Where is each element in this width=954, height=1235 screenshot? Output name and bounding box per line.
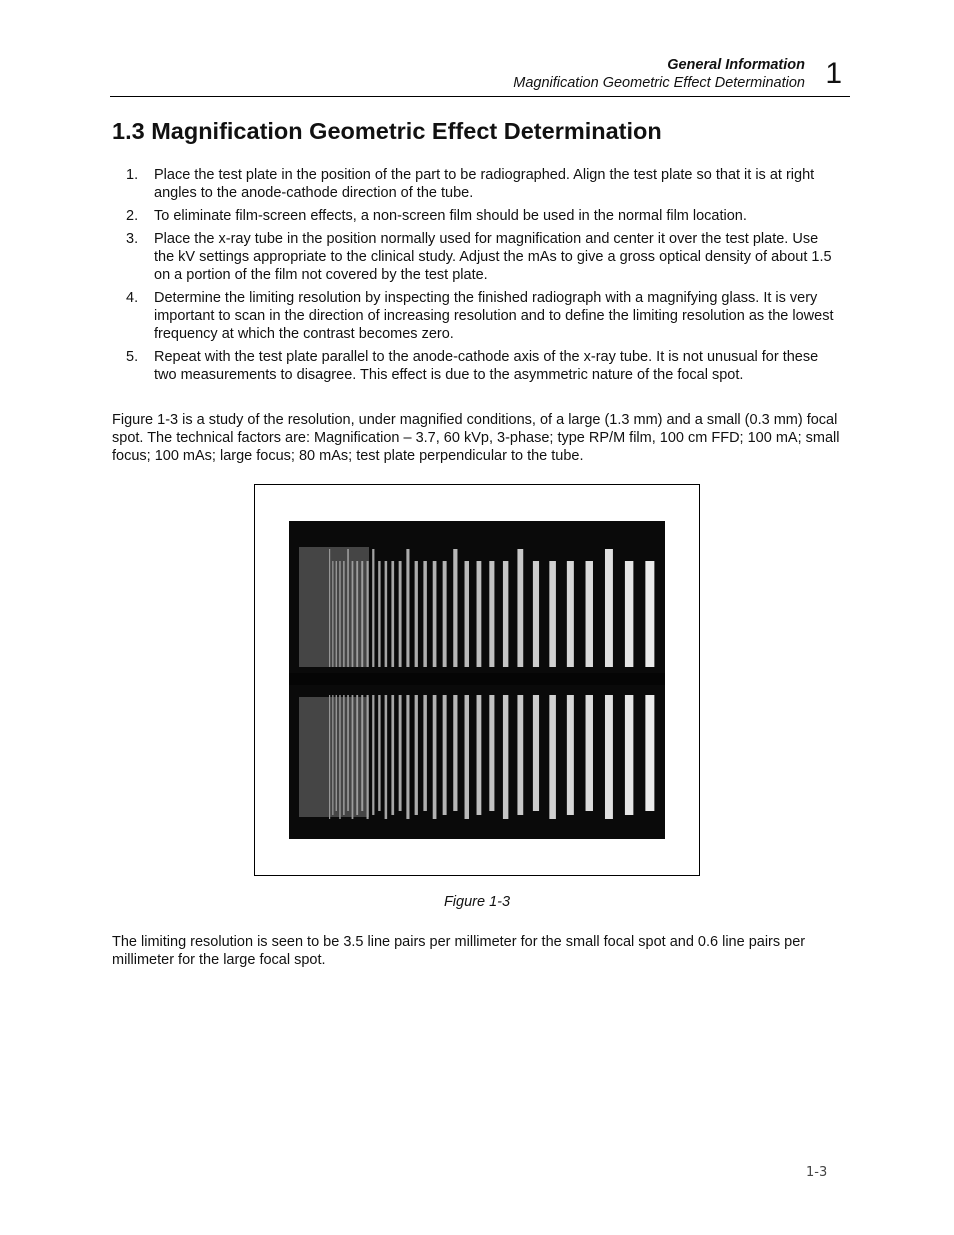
- section-title: 1.3 Magnification Geometric Effect Determination: [112, 118, 662, 144]
- top-row-bar: [367, 561, 369, 667]
- top-row-bar: [443, 561, 447, 667]
- top-row-bar: [533, 561, 539, 667]
- bottom-row-bar: [356, 695, 358, 815]
- bottom-row-bar: [343, 695, 345, 815]
- bottom-row-bar: [391, 695, 394, 815]
- step-item: [112, 289, 842, 344]
- top-row-bar: [625, 561, 633, 667]
- top-row-bar: [645, 561, 654, 667]
- top-row-bar: [433, 561, 437, 667]
- top-row-bar: [503, 561, 508, 667]
- bottom-row-bar: [339, 695, 340, 819]
- bottom-row-blur-zone: [299, 697, 369, 817]
- step-item: [112, 230, 842, 285]
- bottom-row-bar: [352, 695, 354, 819]
- figure-description-paragraph: Figure 1-3 is a study of the resolution, under magnified conditions, of a large (1.3 mm) and a small (0.3 mm) focal spot. The technical factors are: Magnification – 3.7, 60 kVp, 3-phase; type RP/M film, 100 cm FFD; 100 mA; small focus; 100 mAs; large focus; 80 mAs; test plate perpendicular to the tube.: [112, 412, 840, 465]
- top-row-bar: [399, 561, 402, 667]
- bottom-row-bar: [645, 695, 654, 811]
- top-row-bar: [567, 561, 574, 667]
- top-row-bar: [339, 561, 340, 667]
- top-row-bar: [378, 561, 380, 667]
- header-text: [513, 56, 805, 92]
- top-row-bar: [361, 561, 363, 667]
- bottom-row-bar: [423, 695, 427, 811]
- bottom-row-bar: [586, 695, 593, 811]
- top-row-bar: [336, 561, 337, 667]
- step-text: Repeat with the test plate parallel to the anode-cathode axis of the x-ray tube. It is not unusual for these two measurements to disagree. This effect is due to the asymmetric nature of the focal spot.: [154, 348, 819, 384]
- top-row-bar: [586, 561, 593, 667]
- step-text: Place the x-ray tube in the position normally used for magnification and center it over the test plate. Use the kV settings appropriate to the clinical study. Adjust the mAs to give a gross optical density of about 1.5 on a portion of the film not covered by the test plate.: [154, 230, 832, 284]
- bottom-row-bar: [489, 695, 494, 811]
- page-number: 1-3: [806, 1165, 828, 1180]
- top-row-bar: [465, 561, 470, 667]
- step-number: 2.: [126, 207, 139, 224]
- step-text: Determine the limiting resolution by inspecting the finished radiograph with a magnifying glass. It is very important to scan in the direction of increasing resolution and to define the limiting resolution as the lowest frequency at which the contrast becomes zero.: [154, 289, 834, 343]
- top-row-bar: [385, 561, 388, 667]
- step-item: [112, 207, 842, 225]
- procedure-steps: [112, 166, 842, 389]
- top-row-bar: [423, 561, 427, 667]
- running-header: [110, 56, 850, 97]
- bottom-row-bar: [453, 695, 457, 811]
- top-row-bar: [356, 561, 358, 667]
- bottom-row-bar: [336, 695, 337, 811]
- bottom-row-bar: [372, 695, 374, 815]
- bottom-row-bar: [605, 695, 613, 819]
- top-row-blur-zone: [299, 547, 369, 667]
- top-row-bar: [453, 549, 457, 667]
- top-row-bar: [372, 549, 374, 667]
- bottom-row-bar: [361, 695, 363, 811]
- step-number: 3.: [126, 230, 139, 247]
- bottom-row-bar: [329, 695, 330, 819]
- top-row-bar: [517, 549, 523, 667]
- top-row-bar: [489, 561, 494, 667]
- bottom-row-bar: [625, 695, 633, 815]
- top-row-bar: [352, 561, 354, 667]
- bottom-row-bar: [332, 695, 333, 815]
- bottom-row-bar: [477, 695, 482, 815]
- bottom-row-bar: [399, 695, 402, 811]
- bottom-row-bar: [549, 695, 556, 819]
- top-row-bar: [332, 561, 333, 667]
- top-row-bar: [391, 561, 394, 667]
- bottom-row-bar: [433, 695, 437, 819]
- conclusion-paragraph: The limiting resolution is seen to be 3.5 line pairs per millimeter for the small focal spot and 0.6 line pairs per millimeter for the large focal spot.: [112, 934, 806, 969]
- step-text: Place the test plate in the position of the part to be radiographed. Align the test plate so that it is at right angles to the anode-cathode direction of the tube.: [154, 167, 815, 202]
- figure-caption: Figure 1-3: [443, 894, 511, 910]
- top-row-bar: [406, 549, 409, 667]
- bottom-row-bar: [567, 695, 574, 815]
- bottom-row-bar: [406, 695, 409, 819]
- step-text: To eliminate film-screen effects, a non-screen film should be used in the normal film location.: [154, 207, 747, 224]
- bottom-row-bar: [385, 695, 388, 819]
- bottom-row-bar: [533, 695, 539, 811]
- top-row-bar: [329, 549, 330, 667]
- top-row-bar: [549, 561, 556, 667]
- step-item: [112, 348, 842, 384]
- radiograph-image: [289, 521, 665, 839]
- bottom-row-bar: [367, 695, 369, 819]
- step-number: 4.: [126, 289, 139, 306]
- top-row-bar: [343, 561, 345, 667]
- bottom-row-bar: [378, 695, 380, 811]
- header-subsection-title: Magnification Geometric Effect Determination: [513, 75, 805, 91]
- bottom-row-bar: [465, 695, 470, 819]
- step-number: 5.: [126, 348, 139, 365]
- row-separator: [289, 673, 665, 685]
- figure-frame: [254, 484, 700, 876]
- bottom-row-bar: [503, 695, 508, 819]
- bottom-row-bar: [415, 695, 418, 815]
- top-row-bar: [415, 561, 418, 667]
- bottom-row-bar: [517, 695, 523, 815]
- header-section-title: General Information: [667, 57, 805, 73]
- top-row-bar: [477, 561, 482, 667]
- bottom-row-bar: [443, 695, 447, 815]
- step-number: 1.: [126, 167, 139, 183]
- step-item: [112, 166, 842, 202]
- bottom-row-bar: [347, 695, 349, 811]
- chapter-number: 1: [825, 57, 842, 90]
- top-row-bar: [347, 549, 349, 667]
- top-row-bar: [605, 549, 613, 667]
